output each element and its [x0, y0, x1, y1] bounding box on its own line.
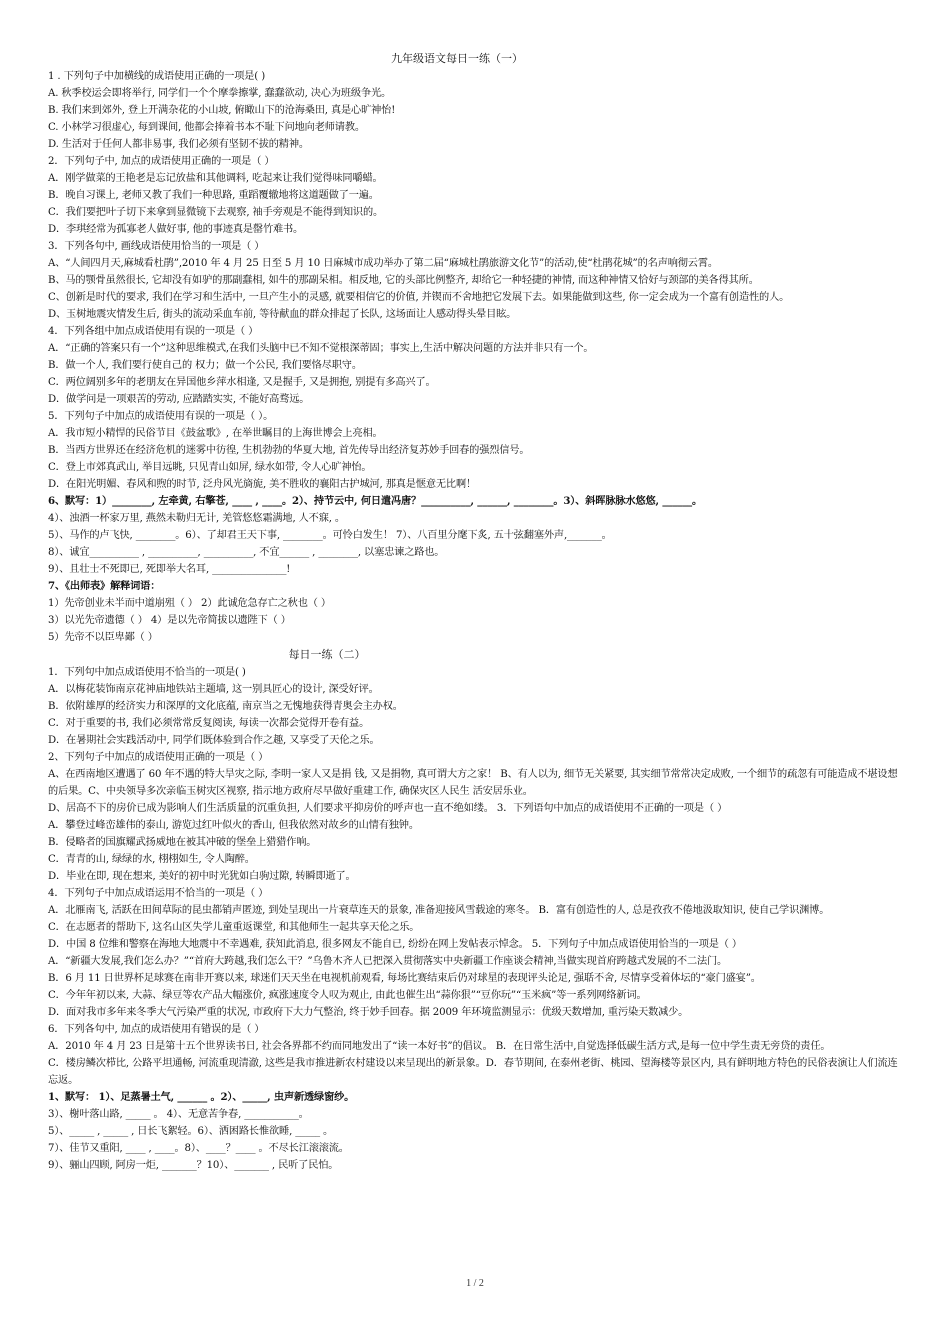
text-line: A．“正确的答案只有一个”这种思维模式,在我们头脑中已不知不觉根深蒂固；事实上,生活中解决问题的方法并非只有一个。 — [48, 343, 594, 354]
text-line: 1．下列句中加点成语使用不恰当的一项是( ) — [48, 667, 246, 678]
text-line: D．李琪经常为孤寡老人做好事, 他的事迹真是罄竹难书。 — [48, 224, 304, 235]
text-line: A．我市短小精悍的民俗节目《鼓盆歌》, 在举世瞩目的上海世博会上亮相。 — [48, 428, 383, 439]
text-line: 5．下列句子中加点的成语使用有误的一项是（ ）。 — [48, 411, 274, 422]
text-line: 3）以光先帝遗德（ ） 4）是以先帝简拔以遗陛下（ ） — [48, 615, 291, 626]
text-line: D．毕业在即, 现在想来, 美好的初中时光犹如白驹过隙, 转瞬即逝了。 — [48, 871, 356, 882]
text-line: 4．下列句子中加点成语运用不恰当的一项是（ ） — [48, 888, 269, 899]
text-line: C、创新是时代的要求, 我们在学习和生活中, 一旦产生小的灵感, 就要相信它的价值, 并锲而不舍地把它发展下去。如果能做到这些, 你一定会成为一个富有创造性的人。 — [48, 292, 790, 303]
text-line: 1）先帝创业未半而中道崩殂（ ） 2）此诚危急存亡之秋也（ ） — [48, 598, 331, 609]
text-line: C．我们要把叶子切下来拿到显微镜下去观察, 袖手旁观是不能得到知识的。 — [48, 207, 384, 218]
text-line: B．依附雄厚的经济实力和深厚的文化底蕴, 南京当之无愧地获得青奥会主办权。 — [48, 701, 403, 712]
text-line: D．在暑期社会实践活动中, 同学们既体验到合作之趣, 又享受了天伦之乐。 — [48, 735, 380, 746]
text-line: 8）、诚宜__________ , __________, __________, 不宜______ , ________, 以塞忠谏之路也。 — [48, 547, 445, 558]
text-line: 9）、骊山四顾, 阿房一炬, _______？10）、_______ , 民听了民怕。 — [48, 1160, 339, 1171]
text-line: B、马的颚骨虽然很长, 它却没有如驴的那副蠢相, 如牛的那副呆相。相反地, 它的头部比例整齐, 却给它一种轻捷的神情, 而这种神情又恰好与颈部的美各得其所。 — [48, 275, 759, 286]
text-line: D、居高不下的房价已成为影响人们生活质量的沉重负担, 人们要求平抑房价的呼声也一直不绝如缕。 3．下列语句中加点的成语使用不正确的一项是（ ） — [48, 803, 728, 814]
text-line: 3）、榭叶落山路, _____ 。 4）、无意苦争春, ___________。 — [48, 1109, 309, 1120]
text-line: A．“新疆大发展,我们怎么办？”“首府大跨越,我们怎么干？”乌鲁木齐人已把深入贯彻落实中央新疆工作座谈会精神,当做实现首府跨越式发展的不二法门。 — [48, 956, 728, 967]
text-line: A. 秋季校运会即将举行, 同学们一个个摩拳擦掌, 蠢蠢欲动, 决心为班级争光。 — [48, 88, 392, 99]
text-line: B．晚自习课上, 老师又教了我们一种思路, 重蹈覆辙地将这道题做了一遍。 — [48, 190, 379, 201]
text-line: C．在志愿者的帮助下, 这名山区失学儿童重返课堂, 和其他师生一起共享天伦之乐。 — [48, 922, 420, 933]
exercise-set-one — [48, 68, 906, 646]
text-line: 9）、且壮士不死即已, 死即举大名耳, _______________! — [48, 564, 291, 575]
text-line: C. 小林学习很虚心, 每到课间, 他都会捧着书本不耻下问地向老师请教。 — [48, 122, 365, 133]
text-line: B．做一个人, 我们要行使自己的 权力；做一个公民, 我们要恪尽职守。 — [48, 360, 362, 371]
exercise-set-two — [48, 664, 906, 1174]
text-line: C．楼房鳞次栉比, 公路平坦通畅, 河流重现清澈, 这些是我市推进新农村建设以来呈现出的新景象。D．春节期间, 在泰州老街、桃园、望海楼等景区内, 具有鲜明地方特色的民俗表演让人们流连忘返。 — [48, 1058, 898, 1086]
text-line: 4．下列各组中加点成语使用有误的一项是（ ） — [48, 326, 259, 337]
text-line: C．对于重要的书, 我们必须常常反复阅读, 每读一次都会觉得开卷有益。 — [48, 718, 370, 729]
page-number: 1 / 2 — [466, 1278, 484, 1289]
text-line: A．刚学做菜的王艳老是忘记放盐和其他调料, 吃起来让我们觉得味同嚼蜡。 — [48, 173, 383, 184]
page-title: 九年级语文每日一练（一） — [391, 52, 523, 65]
text-line: B．6 月 11 日世界杯足球赛在南非开赛以来, 球迷们天天坐在电视机前观看, 每场比赛结束后仍对球星的表现评头论足, 强聒不舍, 尽情享受着体坛的“豪门盛宴”。 — [48, 973, 761, 984]
text-line: D、玉树地震灾情发生后, 街头的流动采血车前, 等待献血的群众排起了长队, 这场面让人感动得头晕目眩。 — [48, 309, 517, 320]
text-line: 7、《出师表》解释词语： — [48, 580, 161, 592]
text-line: A、在西南地区遭遇了 60 年不遇的特大旱灾之际, 李明一家人又是捐 钱, 又是捐物, 真可谓大方之家！ B、有人以为, 细节无关紧要, 其实细节常常决定成败, 一个细节的疏忽有可能造成不堪设想的后果。C、中央领导多次亲临玉树灾区视察, 指示地方政府尽早做好重建工作, 确保灾区人民生 活安居乐业。 — [48, 769, 898, 797]
text-line: 5）先帝不以臣卑鄙（ ） — [48, 632, 158, 643]
text-line: 6、默写：1）________, 左牵黄, 右擎苍, ____ , ____。2）、持节云中, 何日遣冯唐？__________, ______, ________。3）、斜晖脉脉水悠悠, ______。 — [48, 495, 703, 507]
document-page — [48, 50, 906, 1174]
text-line: D．做学问是一项艰苦的劳动, 应踏踏实实, 不能好高骛远。 — [48, 394, 310, 405]
text-line: C．青青的山, 绿绿的水, 栩栩如生, 令人陶醉。 — [48, 854, 255, 865]
text-line: D. 生活对于任何人都非易事, 我们必须有坚韧不拔的精神。 — [48, 139, 309, 150]
text-line: 7）、佳节又重阳, ____ , ____。8）、____？____ 。不尽长江滚滚流。 — [48, 1143, 349, 1154]
text-line: 6．下列各句中, 加点的成语使用有错误的是（ ） — [48, 1024, 265, 1035]
text-line: D．中国 8 位维和警察在海地大地震中不幸遇难, 获知此消息, 很多网友不能自已, 纷纷在网上发帖表示悼念。 5．下列句子中加点成语使用恰当的一项是（ ） — [48, 939, 742, 950]
text-line: 1 . 下列句子中加横线的成语使用正确的一项是( ) — [48, 71, 266, 82]
text-line: 3．下列各句中, 画线成语使用恰当的一项是（ ） — [48, 241, 265, 252]
text-line: D．面对我市多年来冬季大气污染严重的状况, 市政府下大力气整治, 终于妙手回春。据 2009 年环境监测显示：优级天数增加, 重污染天数减少。 — [48, 1007, 689, 1018]
text-line: 2、下列句子中加点的成语使用正确的一项是（ ） — [48, 752, 269, 763]
text-line: A．攀登过峰峦雄伟的泰山, 游览过红叶似火的香山, 但我依然对故乡的山情有独钟。 — [48, 820, 419, 831]
text-line: 5）、_____ , _____ , 日长飞絮轻。6）、洒困路长惟欲睡, _____ 。 — [48, 1126, 334, 1137]
text-line: D．在阳光明媚、春风和煦的时节, 泛舟风光旖旎, 美不胜收的襄阳古护城河, 那真是惬意无比啊！ — [48, 479, 477, 490]
text-line: B．侵略者的国旗耀武扬威地在被其冲破的堡垒上猎猎作响。 — [48, 837, 317, 848]
text-line: C．两位阔别多年的老朋友在异国他乡萍水相逢, 又是握手, 又是拥抱, 别提有多高兴了。 — [48, 377, 436, 388]
text-line: B．当西方世界还在经济危机的迷雾中彷徨, 生机勃勃的华夏大地, 首先传导出经济复苏妙手回春的强烈信号。 — [48, 445, 530, 456]
text-line: A．北雁南飞, 活跃在田间草际的昆虫都销声匿迹, 到处呈现出一片衰草连天的景象, 准备迎接风雪载途的寒冬。 B．富有创造性的人, 总是孜孜不倦地汲取知识, 使自己学识渊博。 — [48, 905, 830, 916]
section-title: 每日一练（二） — [288, 648, 366, 661]
text-line: A．以梅花装饰南京花神庙地铁站主题墙, 这一别具匠心的设计, 深受好评。 — [48, 684, 379, 695]
text-line: 2．下列句子中, 加点的成语使用正确的一项是（ ） — [48, 156, 275, 167]
text-line: B. 我们来到郊外, 登上开满杂花的小山坡, 俯瞰山下的沧海桑田, 真是心旷神怡! — [48, 105, 396, 116]
text-line: C．登上市郊真武山, 举目远眺, 只见青山如屏, 绿水如带, 令人心旷神怡。 — [48, 462, 372, 473]
text-line: C．今年年初以来, 大蒜、绿豆等农产品大幅涨价, 疯涨速度令人叹为观止, 由此也催生出“蒜你狠”“豆你玩”“玉米疯”等一系列网络新词。 — [48, 990, 647, 1001]
text-line: 4）、浊酒一杯家万里, 燕然未勒归无计, 羌管悠悠霜满地, 人不寐, 。 — [48, 513, 345, 524]
text-line: 1、默写： 1）、足蒸暑土气, ______ 。2）、_____, 虫声新透绿窗纱。 — [48, 1091, 355, 1103]
text-line: 5）、马作的卢飞快, ________。6）、了却君王天下事, ________。可怜白发生！ 7）、八百里分麾下炙, 五十弦翻塞外声,_______。 — [48, 530, 612, 541]
text-line: A、“人间四月天,麻城看杜鹃”,2010 年 4 月 25 日至 5 月 10 日麻城市成功举办了第二届“麻城杜鹃旅游文化节”的活动,使“杜鹃花城”的名声响彻云霄。 — [48, 258, 718, 269]
text-line: A．2010 年 4 月 23 日是第十五个世界读书日, 社会各界都不约而同地发出了“读一本好书”的倡议。 B．在日常生活中,自觉选择低碳生活方式,是每一位中学生责无旁贷的责任。 — [48, 1041, 831, 1052]
